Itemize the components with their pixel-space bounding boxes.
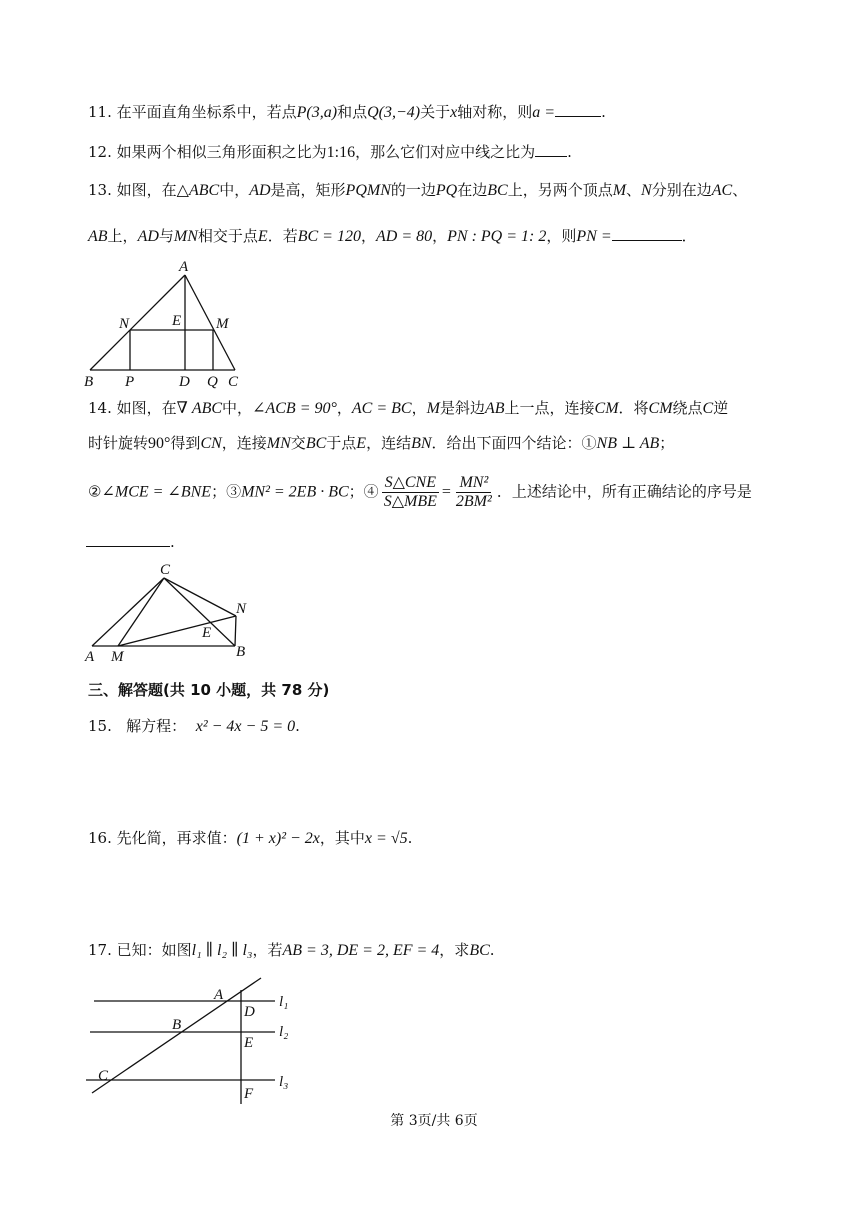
label-a: A [214,987,224,1003]
point-p: P(3,a) [296,104,338,121]
seg-ad: AD [137,228,159,245]
label-l2: l₂ [279,1024,289,1040]
text: ． [681,227,697,245]
text: ② [88,482,102,501]
question-number: 17. [88,941,112,959]
question-number: 14. [88,399,112,417]
ratio: PN : PQ = 1: 2 [447,228,547,245]
text: 的一边 [390,181,436,199]
text: ，其中 [319,829,365,847]
text: 如图，在 [116,181,177,199]
pn-var: PN = [576,228,612,245]
fraction-numerator: MN² [456,474,491,493]
figure-17 [80,968,310,1108]
text: 轴对称，则 [457,103,533,121]
question-12 [88,142,572,163]
label-e: E [202,625,212,641]
label-n: N [119,316,130,332]
seg-bc: BC [305,435,327,452]
text: 、 [626,181,642,199]
section-title: 三、解答题(共 10 小题，共 78 分) [88,681,330,699]
fraction-denominator: 2BM² [455,493,492,510]
text: ，连结 [366,434,412,452]
question-17 [88,940,495,961]
point-c: C [702,400,714,417]
text: ，连接 [221,434,267,452]
text: ．上述结论中，所有正确结论的序号是 [496,482,752,501]
figure-14 [80,560,260,666]
text: 是斜边 [439,399,485,417]
seg-ab: AB [88,228,108,245]
ac-eq-bc: AC = BC [351,400,412,417]
label-a: A [179,259,189,275]
text: ，求 [439,941,470,959]
equation: x² − 4x − 5 = 0 [195,718,296,735]
text: 交 [290,434,306,452]
question-number: 16. [88,829,112,847]
label-p: P [125,374,135,390]
text: ．若 [267,227,298,245]
text: ， [432,227,448,245]
text: 与 [158,227,174,245]
seg-cn: CN [200,435,222,452]
label-f: F [244,1086,254,1102]
text: 上一点，连接 [504,399,595,417]
text: 关于 [420,103,451,121]
ratio: 1:16 [326,144,356,161]
text: 得到 [170,434,201,452]
text: 如果两个相似三角形面积之比为 [116,143,327,161]
seg-bc: BC [469,942,490,959]
label-a: A [85,649,95,665]
question-number: 13. [88,181,112,199]
question-11 [88,102,606,123]
text: 已知：如图 [116,941,192,959]
seg-ab: AB [484,400,505,417]
question-14 [88,398,728,419]
text: ， [411,399,427,417]
answer-blank[interactable] [555,102,601,117]
label-c: C [160,562,171,578]
label-c: C [228,374,239,390]
label-c: C [98,1068,109,1084]
label-e: E [244,1035,254,1051]
answer-blank[interactable] [86,532,170,547]
text: ，若 [252,941,283,959]
text: 先化简，再求值： [116,829,237,847]
text: ．给出下面四个结论：① [431,434,597,452]
text: ， [336,399,352,417]
text: . [489,941,495,959]
fraction-numerator: S△CNE [382,474,439,493]
angle-90: 90° [148,435,171,452]
point-m: M [612,182,627,199]
point-e: E [356,435,367,452]
answer-blank[interactable] [612,226,682,241]
point-n: N [641,182,652,199]
ad-value: AD = 80 [375,228,433,245]
question-13 [88,180,747,201]
question-number: 15. [88,717,112,735]
expression: (1 + x)² − 2x [236,830,320,847]
text: 于点 [326,434,357,452]
text: 分别在边 [651,181,712,199]
seg-mn: MN [266,435,291,452]
text: 时针旋转 [88,434,149,452]
text: ；③ [211,482,242,501]
text: 逆 [713,399,729,417]
seg-pq: PQ [435,182,458,199]
fraction-length-ratio [453,474,495,511]
text: ，则 [546,227,577,245]
text: 上， [107,227,138,245]
text: 、 [732,181,748,199]
text: 上，另两个顶点 [507,181,613,199]
point-m: M [426,400,440,417]
text: ．将 [618,399,649,417]
label-q: Q [207,374,218,390]
conclusion-2: ∠MCE = ∠BNE [101,483,212,501]
bc-value: BC = 120 [297,228,361,245]
question-14-answer [86,532,175,552]
label-m: M [111,649,124,665]
text: ， [360,227,376,245]
question-14-cont [88,433,674,454]
page-footer: 第 3页/共 6页 [390,1113,478,1129]
triangle-abc: △ABC [176,182,220,199]
question-14-conclusions [88,474,752,514]
condition: x = √5 [364,830,408,847]
label-b: B [172,1017,182,1033]
text: 解方程： [126,717,187,735]
text: . [567,143,572,161]
seg-ad: AD [249,182,271,199]
question-16 [88,828,412,849]
text: . [601,103,606,121]
label-b: B [84,374,94,390]
label-b: B [236,644,246,660]
text: ，那么它们对应中线之比为 [355,143,536,161]
text: . [170,533,175,551]
text: 是高，矩形 [270,181,346,199]
text: . [407,829,413,847]
question-number: 11. [88,103,112,121]
label-d: D [244,1004,255,1020]
fraction-denominator: S△MBE [383,493,437,510]
text: 中， [219,181,250,199]
text: 在边 [457,181,488,199]
given-values: AB = 3, DE = 2, EF = 4 [282,942,440,959]
text: ； [659,434,675,452]
equals: = [441,483,451,501]
seg-bc: BC [487,182,508,199]
point-q: Q(3,−4) [367,104,421,121]
conclusion-3: MN² = 2EB · BC [241,483,349,501]
text: . [295,717,300,735]
parallel-lines: l₁ ∥ l₂ ∥ l₃ [191,942,253,959]
seg-mn: MN [173,228,198,245]
label-e: E [172,313,182,329]
label-l1: l₁ [279,994,289,1010]
conclusion-1: NB ⊥ AB [596,435,660,452]
seg-cm: CM [594,400,619,417]
text: 在平面直角坐标系中，若点 [116,103,297,121]
triangle-abc: ∇ ABC [176,400,223,417]
text: 如图，在 [116,399,177,417]
seg-cm: CM [648,400,673,417]
question-number: 12. [88,143,112,161]
fraction-area-ratio [381,474,440,511]
point-e: E [257,228,268,245]
text: 绕点 [672,399,703,417]
answer-blank[interactable] [535,142,567,157]
a-var: a = [532,104,556,121]
x-var: x [450,104,458,121]
rect-pqmn: PQMN [345,182,391,199]
label-n: N [236,601,247,617]
angle-acb: ∠ACB = 90° [252,400,337,417]
question-13-cont [88,226,697,247]
question-15 [88,716,300,737]
text: 中， [222,399,253,417]
text: 和点 [337,103,368,121]
figure-13 [80,258,250,390]
seg-bn: BN [411,435,432,452]
seg-ac: AC [711,182,733,199]
text: 相交于点 [197,227,258,245]
label-d: D [179,374,190,390]
text: ；④ [348,482,379,501]
label-m: M [216,316,229,332]
label-l3: l₃ [279,1074,289,1090]
